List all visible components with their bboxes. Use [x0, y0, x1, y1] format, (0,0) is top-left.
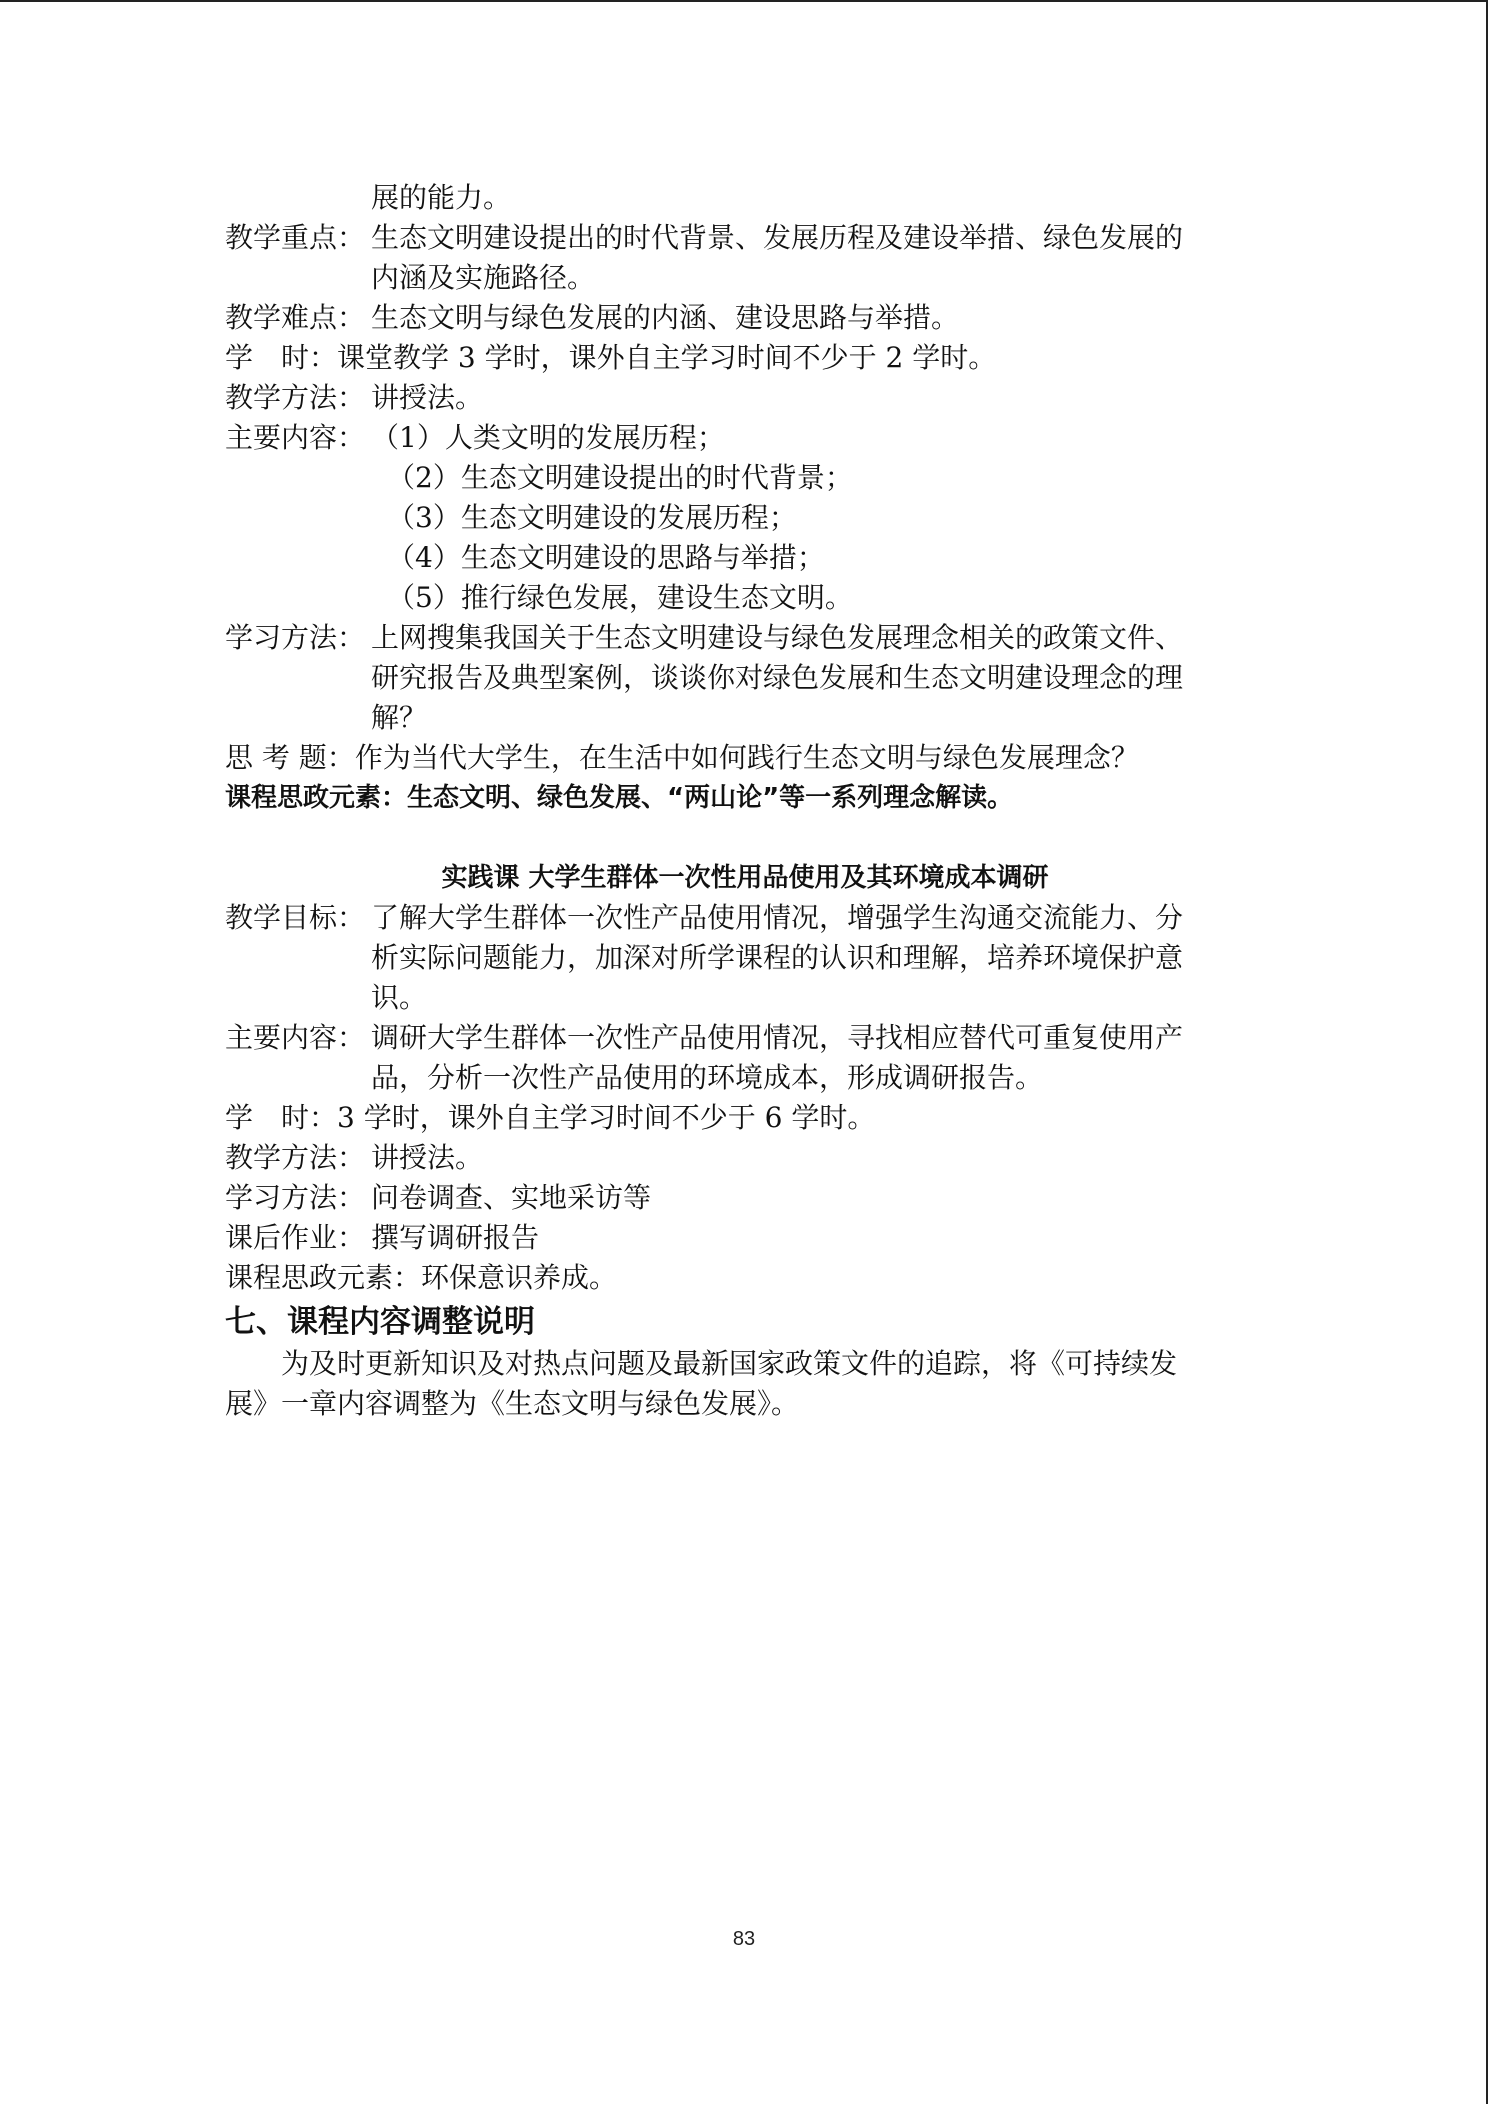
practice-content-line1: 调研大学生群体一次性产品使用情况，寻找相应替代可重复使用产 — [371, 1021, 1184, 1054]
section7-para-line1: 为及时更新知识及对热点问题及最新国家政策文件的追踪，将《可持续发 — [281, 1347, 1178, 1380]
practice-hours — [225, 1098, 1265, 1138]
practice-homework-text: 撰写调研报告 — [371, 1221, 540, 1254]
ideology-elements: 课程思政元素：生态文明、绿色发展、“两山论”等一系列理念解读。 — [225, 783, 1014, 813]
practice-objective — [225, 898, 1265, 938]
section7-para-line2: 展》一章内容调整为《生态文明与绿色发展》。 — [225, 1387, 800, 1420]
section7-heading: 七、课程内容调整说明 — [225, 1304, 535, 1340]
practice-ideology: 课程思政元素：环保意识养成。 — [225, 1261, 618, 1294]
main-content-item-1: （1）人类文明的发展历程； — [371, 421, 725, 454]
difficulties-label: 教学难点： — [225, 301, 366, 334]
main-content-item-3: （3）生态文明建设的发展历程； — [387, 501, 797, 534]
document-body — [225, 178, 1265, 1424]
study-method-line1: 上网搜集我国关于生态文明建设与绿色发展理念相关的政策文件、 — [371, 621, 1184, 654]
practice-hours-text: 3 学时，课外自主学习时间不少于 6 学时。 — [337, 1101, 876, 1134]
key-points-label: 教学重点： — [225, 221, 366, 254]
practice-objective-line3: 识。 — [371, 981, 428, 1014]
practice-objective-line1: 了解大学生群体一次性产品使用情况，增强学生沟通交流能力、分 — [371, 901, 1184, 934]
objective-tail: 展的能力。 — [371, 181, 512, 214]
practice-method-label: 教学方法： — [225, 1141, 366, 1174]
practice-method — [225, 1138, 1265, 1178]
main-content-item-2: （2）生态文明建设提出的时代背景； — [387, 461, 853, 494]
teaching-method-text: 讲授法。 — [371, 381, 484, 414]
study-method-label: 学习方法： — [225, 621, 366, 654]
practice-hours-label: 学 时： — [225, 1101, 338, 1134]
practice-homework-label: 课后作业： — [225, 1221, 366, 1254]
think-question-text: 作为当代大学生，在生活中如何践行生态文明与绿色发展理念？ — [354, 741, 1139, 774]
practice-study-text: 问卷调查、实地采访等 — [371, 1181, 652, 1214]
key-points-line1: 生态文明建设提出的时代背景、发展历程及建设举措、绿色发展的 — [371, 221, 1184, 254]
hours-label: 学 时： — [225, 341, 338, 374]
think-question — [225, 738, 1265, 778]
difficulties — [225, 298, 1265, 338]
practice-objective-line2: 析实际问题能力，加深对所学课程的认识和理解，培养环境保护意 — [371, 941, 1184, 974]
practice-objective-label: 教学目标： — [225, 901, 366, 934]
study-method — [225, 618, 1265, 658]
hours-text: 课堂教学 3 学时，课外自主学习时间不少于 2 学时。 — [337, 341, 997, 374]
key-points — [225, 218, 1265, 258]
practice-content — [225, 1018, 1265, 1058]
practice-content-line2: 品，分析一次性产品使用的环境成本，形成调研报告。 — [371, 1061, 1044, 1094]
study-method-line3: 解？ — [371, 701, 428, 734]
hours — [225, 338, 1265, 378]
page-number: 83 — [732, 1928, 756, 1950]
practice-method-text: 讲授法。 — [371, 1141, 484, 1174]
teaching-method — [225, 378, 1265, 418]
teaching-method-label: 教学方法： — [225, 381, 366, 414]
key-points-line2: 内涵及实施路径。 — [371, 261, 596, 294]
main-content — [225, 418, 1265, 458]
practice-title: 实践课 大学生群体一次性用品使用及其环境成本调研 — [441, 863, 1049, 893]
practice-homework — [225, 1218, 1265, 1258]
difficulties-text: 生态文明与绿色发展的内涵、建设思路与举措。 — [371, 301, 960, 334]
main-content-item-5: （5）推行绿色发展，建设生态文明。 — [387, 581, 853, 614]
practice-study-label: 学习方法： — [225, 1181, 366, 1214]
think-question-label: 思 考 题： — [225, 741, 355, 774]
practice-content-label: 主要内容： — [225, 1021, 366, 1054]
page-border-top — [0, 0, 1488, 2]
main-content-label: 主要内容： — [225, 421, 366, 454]
study-method-line2: 研究报告及典型案例，谈谈你对绿色发展和生态文明建设理念的理 — [371, 661, 1184, 694]
main-content-item-4: （4）生态文明建设的思路与举措； — [387, 541, 825, 574]
practice-study — [225, 1178, 1265, 1218]
